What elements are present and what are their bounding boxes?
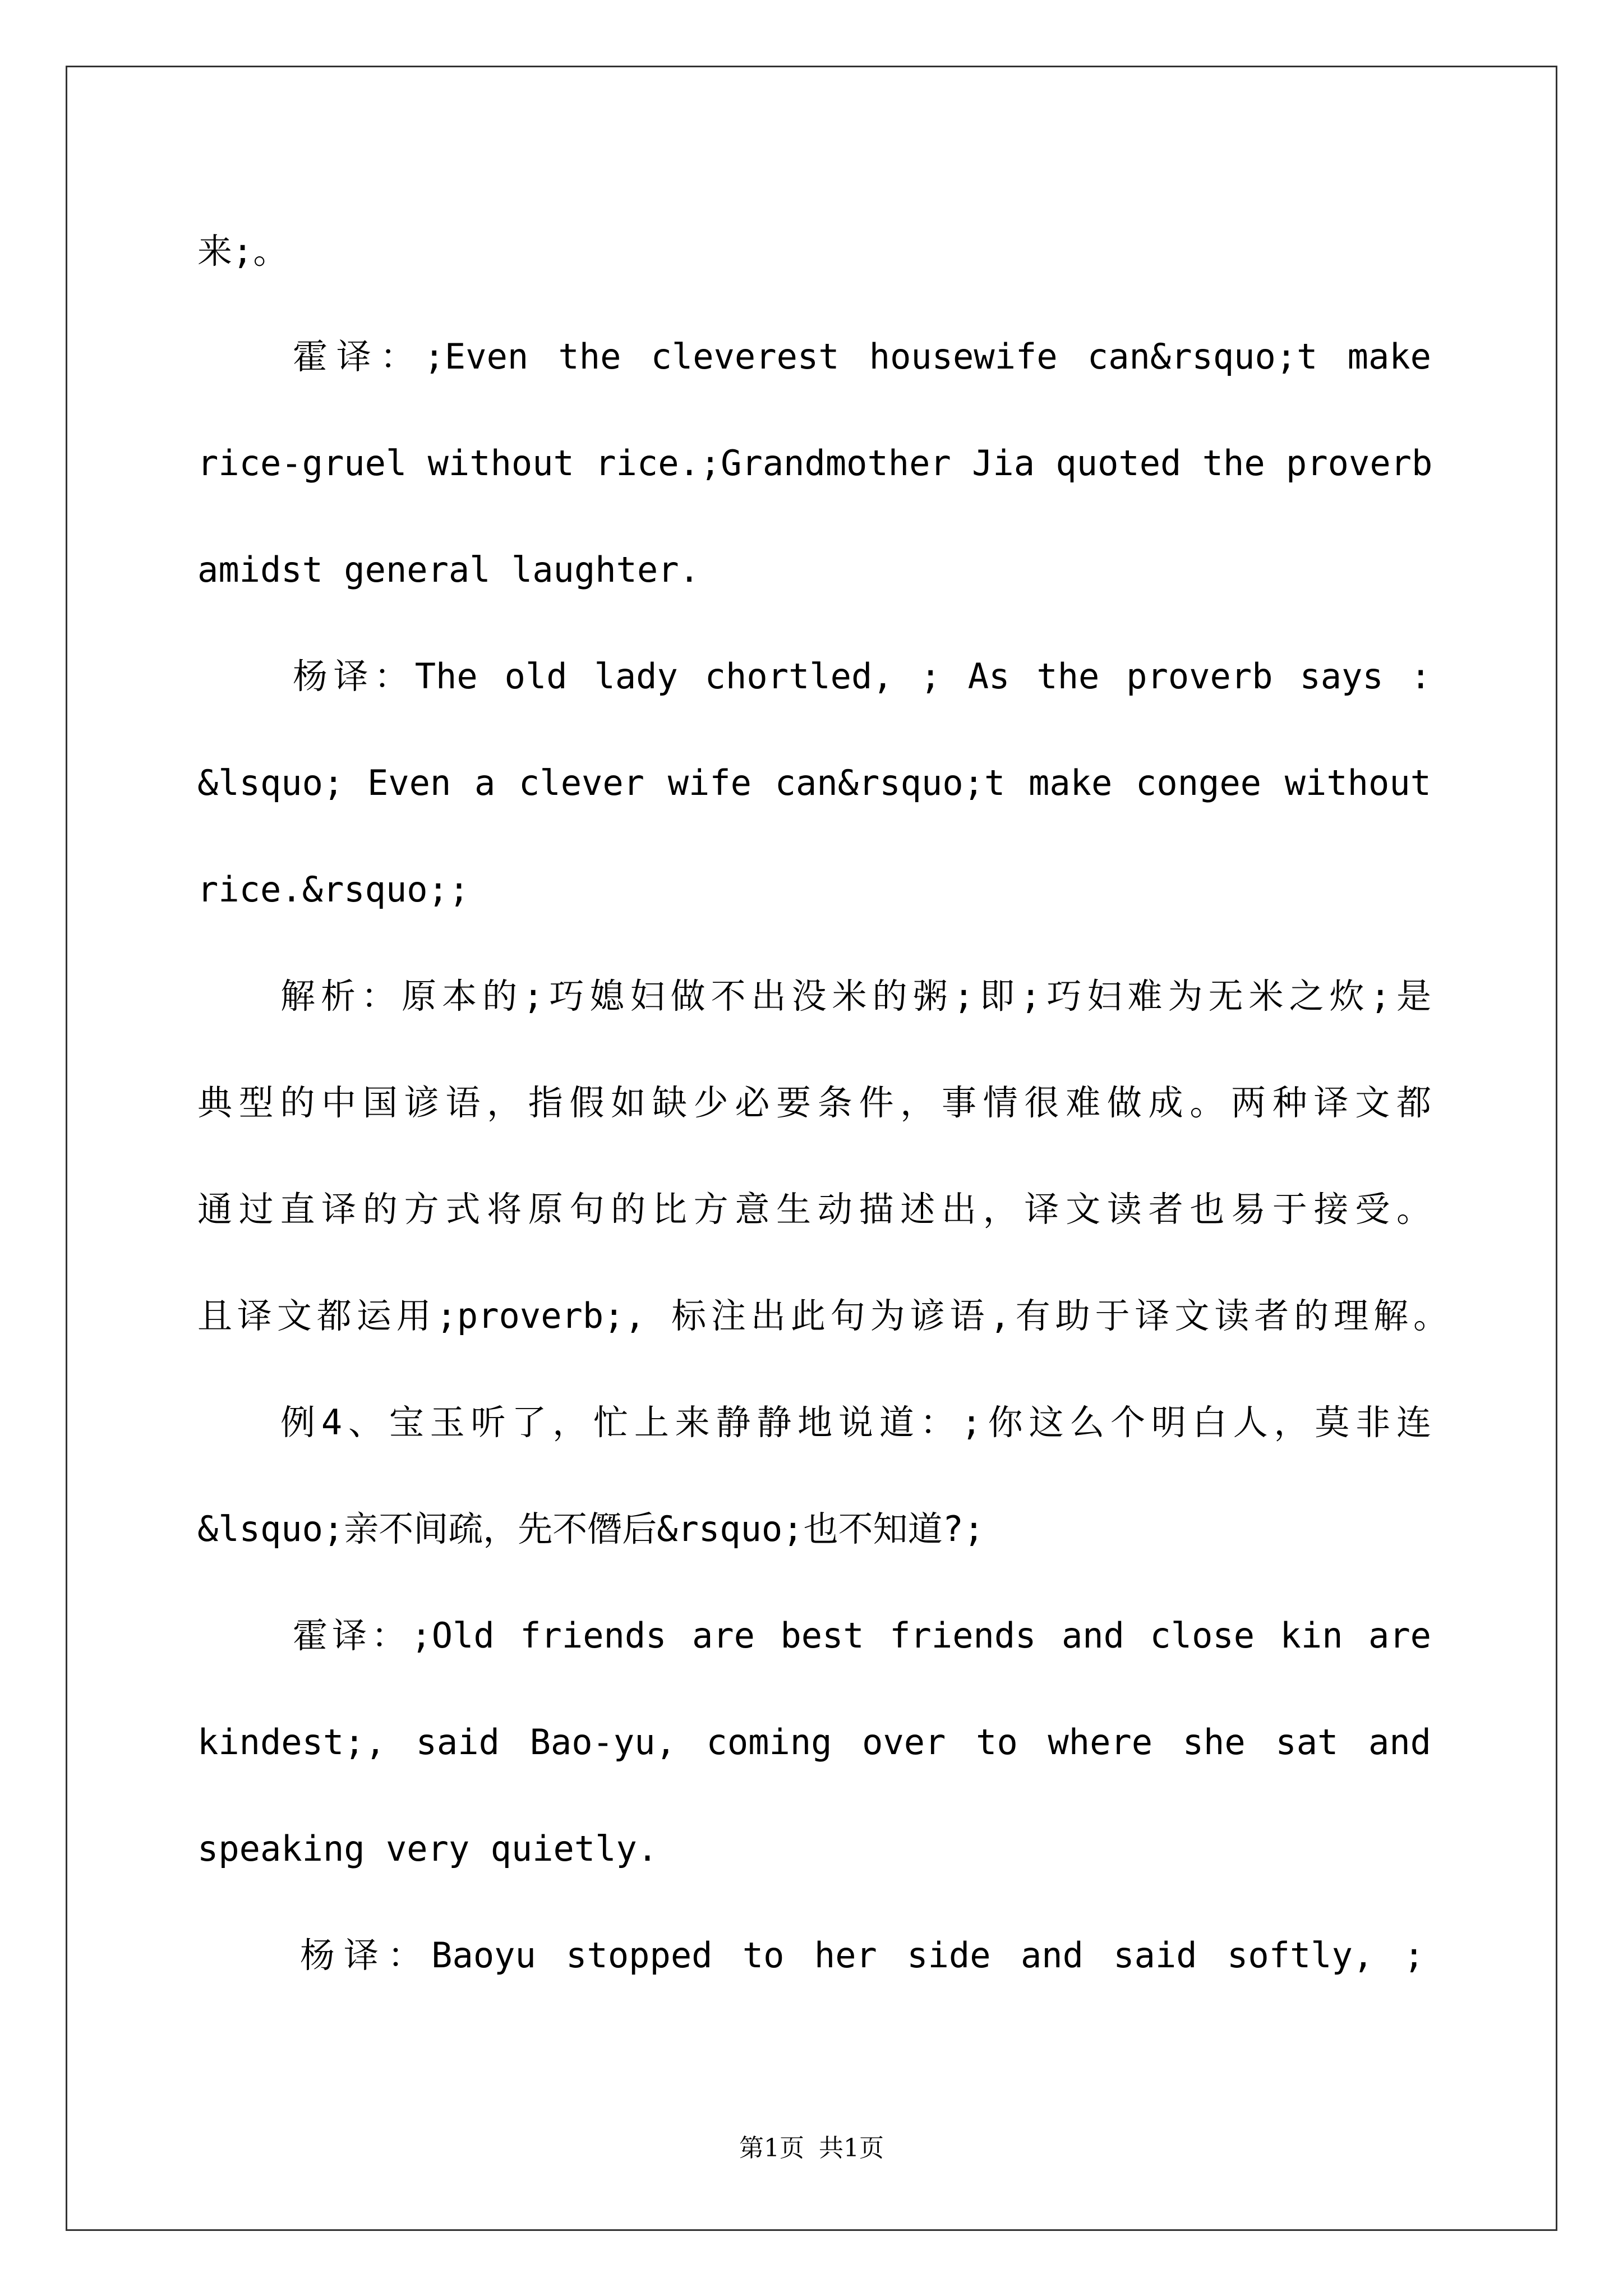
text-line: 例4、宝玉听了，忙上来静静地说道：;你这么个明白人，莫非连 (280, 1402, 1431, 1443)
text-line: amidst general laughter. (197, 549, 700, 590)
text-line: 霍译：;Old friends are best friends and close kin are (293, 1615, 1431, 1656)
text-line: 典型的中国谚语，指假如缺少必要条件，事情很难做成。两种译文都 (197, 1082, 1431, 1123)
text-line: rice.&rsquo;; (197, 869, 470, 910)
text-line: 通过直译的方式将原句的比方意生动描述出，译文读者也易于接受。 (197, 1189, 1431, 1230)
text-line: 杨译：Baoyu stopped to her side and said softly, ; (300, 1935, 1424, 1976)
text-line: 杨译：The old lady chortled, ; As the proverb says : (293, 656, 1431, 697)
text-line: rice-gruel without rice.;Grandmother Jia quoted the proverb (197, 443, 1433, 484)
text-line: 霍译：;Even the cleverest housewife can&rsquo;t make (293, 336, 1431, 377)
text-line: kindest;, said Bao-yu, coming over to where she sat and (197, 1722, 1431, 1763)
page-footer: 第1页 共1页 (739, 2134, 884, 2162)
text-line: 来;。 (197, 231, 288, 272)
text-line: &lsquo; Even a clever wife can&rsquo;t make congee without (197, 762, 1431, 803)
page-border (66, 66, 1557, 2231)
text-line: &lsquo;亲不间疏，先不僭后&rsquo;也不知道?; (197, 1508, 985, 1549)
text-line: 解析：原本的;巧媳妇做不出没米的粥;即;巧妇难为无米之炊;是 (280, 976, 1431, 1016)
text-line: speaking very quietly. (197, 1828, 658, 1869)
text-line: 且译文都运用;proverb;, 标注出此句为谚语,有助于译文读者的理解。 (197, 1295, 1448, 1336)
